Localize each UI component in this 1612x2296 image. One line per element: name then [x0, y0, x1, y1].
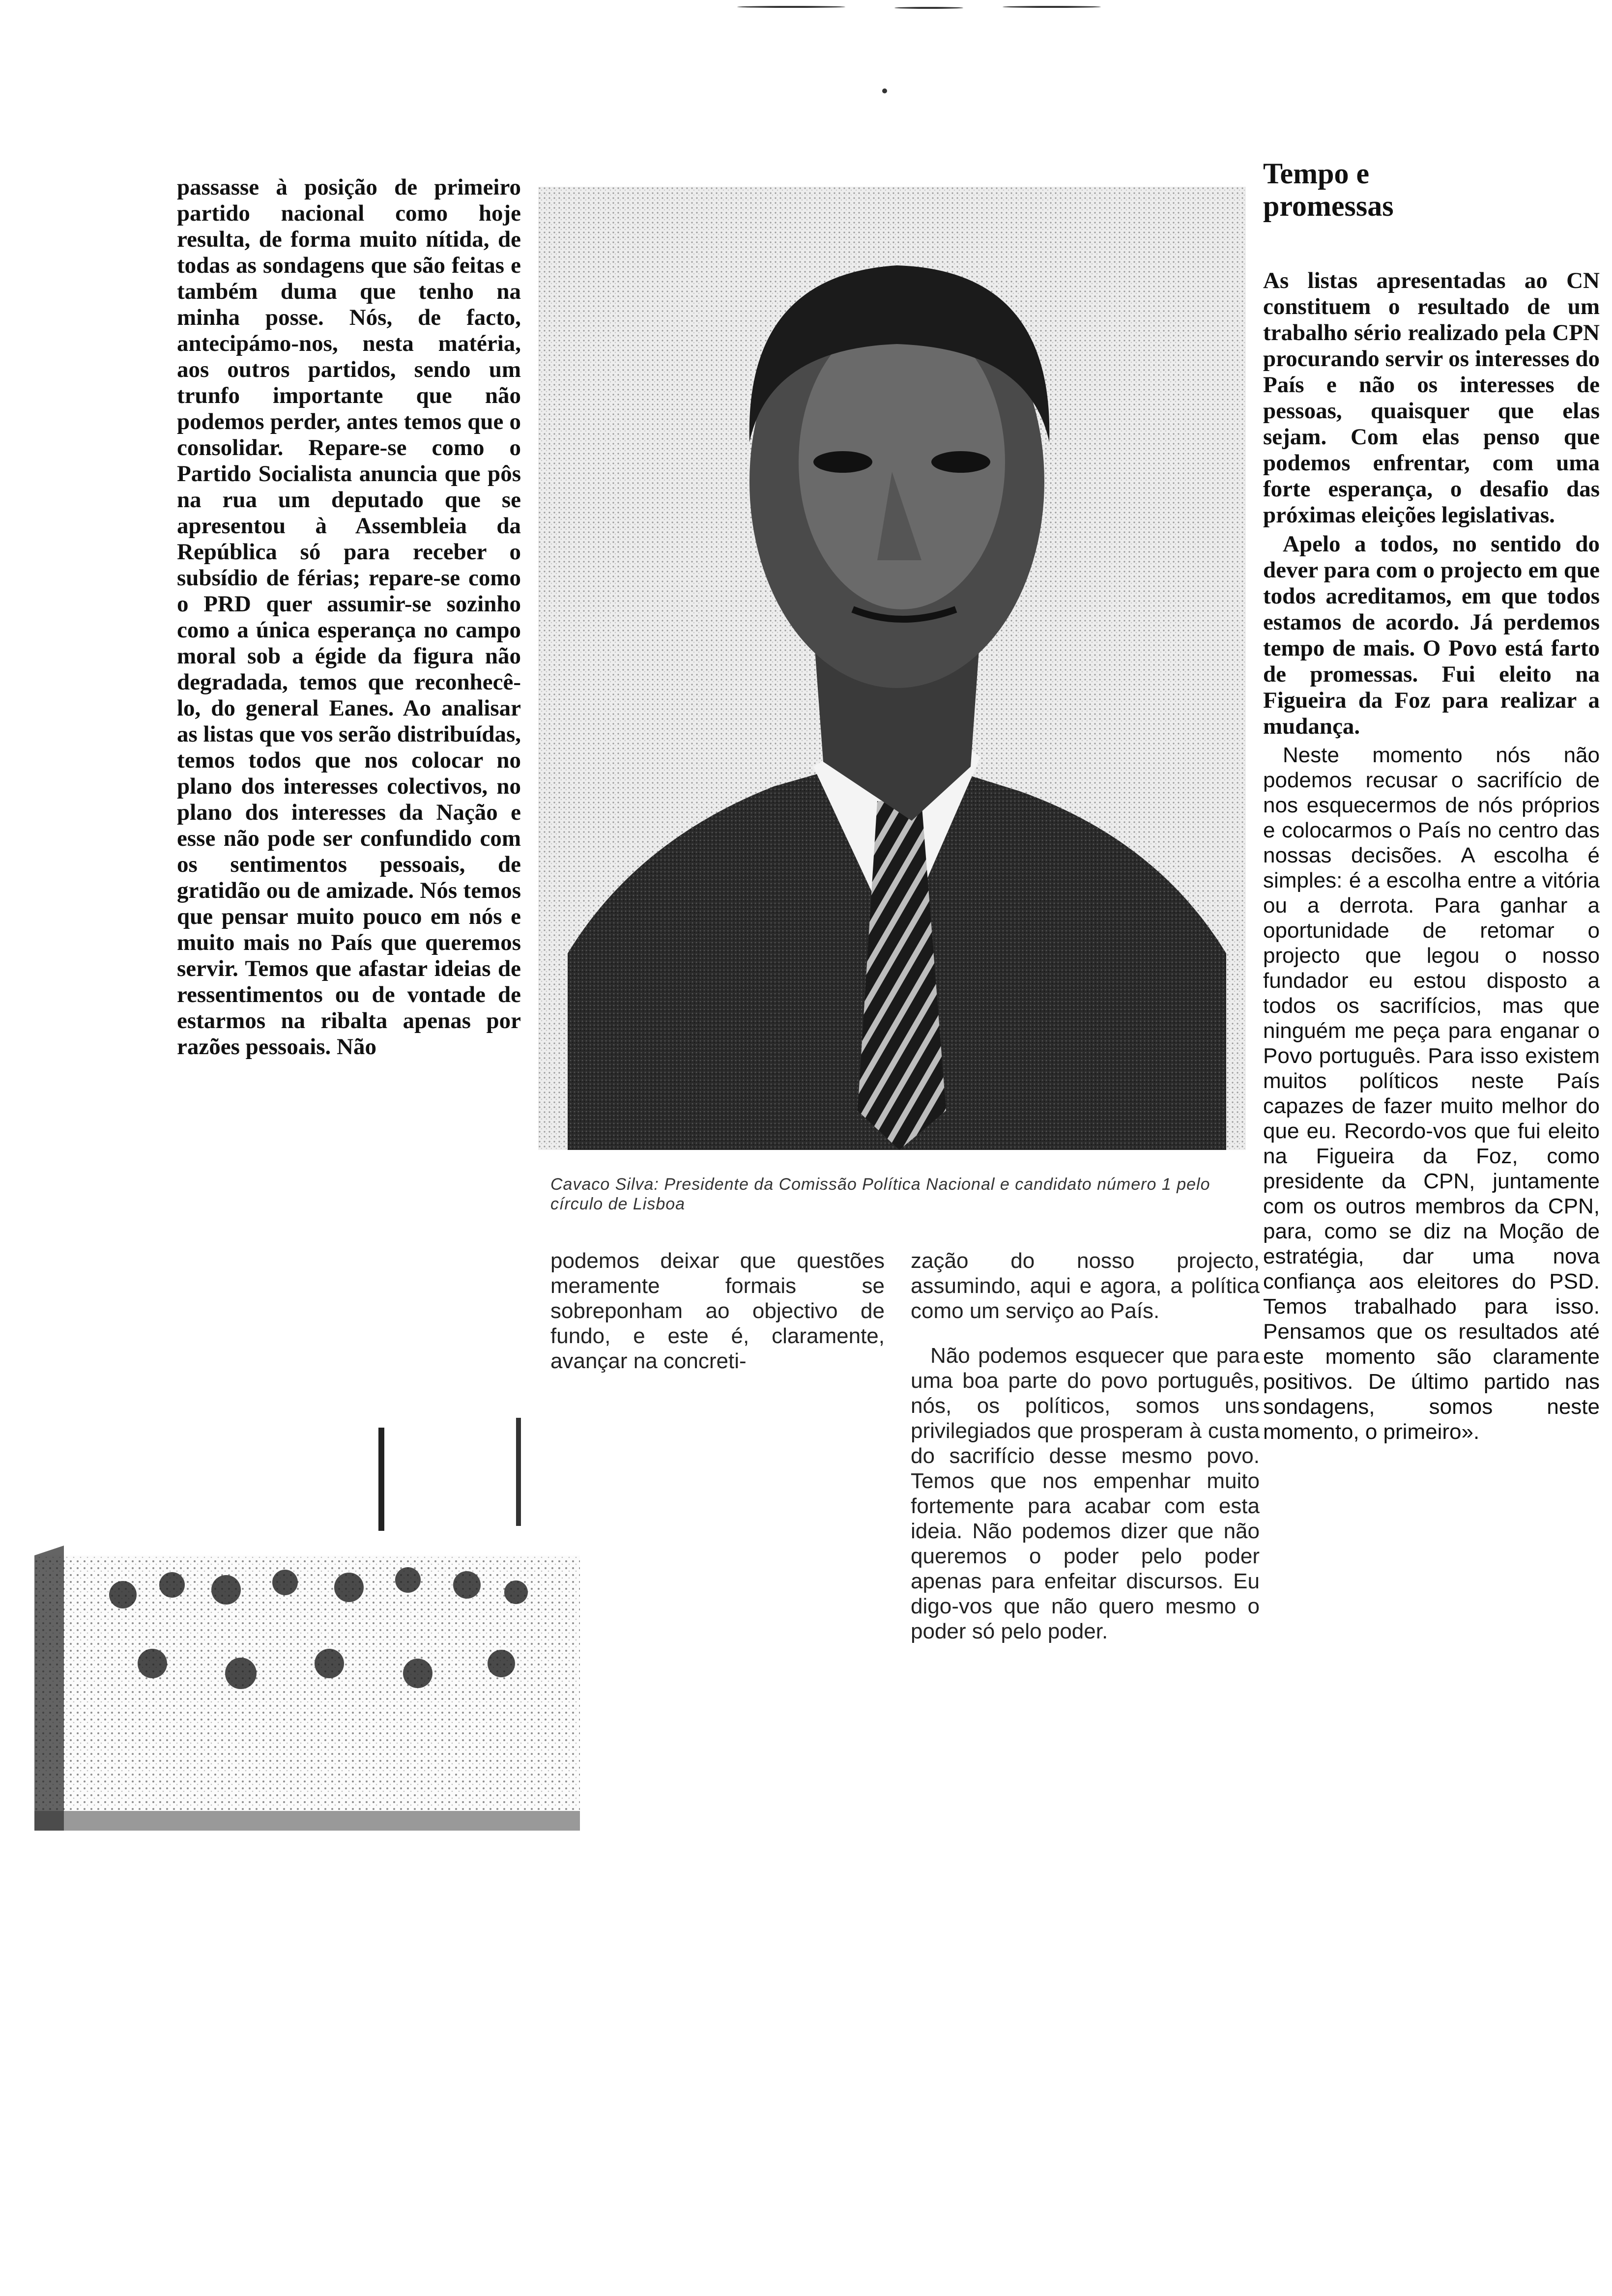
scan-artifacts: [688, 0, 1130, 29]
photo-caption: Cavaco Silva: Presidente da Comissão Política Nacional e candidato número 1 pelo círculo de Lisboa: [550, 1175, 1210, 1213]
column-1-text: passasse à posição de primeiro partido nacional como hoje resulta, de forma muito nítida, de todas as sondagens que são feitas e também duma que tenho na minha posse. Nós, de facto, antecipámo-nos, nesta matéria, aos outros partidos, sendo um trunfo importante que não podemos perder, antes temos que o consolidar. Repare-se como o Partido Socialista anuncia que pôs na rua um deputado que se apresentou à Assembleia da República só para receber o subsídio de férias; repare-se como o PRD quer assumir-se sozinho como a única esperança no campo moral sob a égide da figura não degradada, temos que reconhecê-lo, do general Eanes. Ao analisar as listas que vos serão distribuídas, temos todos que nos colocar no plano dos interesses colectivos, no plano dos interesses da Nação e esse não pode ser confundido com os sentimentos pessoais, de gratidão ou de amizade. Nós temos que pensar muito pouco em nós e muito mais no País que queremos servir. Temos que afastar ideias de ressentimentos ou de vontade de estarmos na ribalta apenas por razões pessoais. Não: [177, 174, 521, 1060]
scan-dot: [882, 88, 887, 93]
column-2-text: podemos deixar que questões meramente formais se sobreponham ao objectivo de fundo, e este é, claramente, avançar na concreti-: [550, 1249, 885, 1373]
column-4-paragraph-3: Neste momento nós não podemos recusar o sacrifício de nos esquecermos de nós próprios e colocarmos o País no centro das nossas decisões. A escolha é simples: é a escolha entre a vitória ou a derrota. Para ganhar a oportunidade de retomar o projecto que legou o nosso fundador eu estou disposto a todos os sacrifícios, mas que ninguém me peça para enganar o Povo português. Para isso existem muitos políticos neste País capazes de fazer muito melhor do que eu. Recordo-vos que fui eleito na Figueira da Foz, como presidente da CPN, juntamente com os outros membros da CPN, para, como se diz na Moção de estratégia, dar uma nova confiança aos eleitores do PSD. Temos trabalhado para isso. Pensamos que os resultados até este momento são claramente positivos. De último partido nas sondagens, somos neste momento, o primeiro».: [1263, 743, 1600, 1444]
column-3-paragraph-2: Não podemos esquecer que para uma boa parte do povo português, nós, os políticos, somos uns privilegiados que prosperam à custa do sacrifício desse mesmo povo. Temos que nos empenhar muito fortemente para acabar com esta ideia. Não podemos dizer que não queremos o poder pelo poder apenas para enfeitar discursos. Eu digo-vos que não quero mesmo o poder só pelo poder.: [911, 1344, 1260, 1643]
article-column-4: [1263, 268, 1600, 1444]
article-column-1: [177, 174, 521, 1060]
crowd-photo: [34, 1408, 580, 1831]
article-column-2: [550, 1248, 885, 1374]
column-4-paragraph-2: Apelo a todos, no sentido do dever para com o projecto em que todos acreditamos, em que todos estamos de acordo. Já perdemos tempo de mais. O Povo está farto de promessas. Fui eleito na Figueira da Foz para realizar a mudança.: [1263, 531, 1600, 739]
portrait-photo: [538, 187, 1246, 1150]
section-heading: Tempo e promessas: [1263, 157, 1394, 222]
column-3-paragraph-1: zação do nosso projecto, assumindo, aqui e agora, a política como um serviço ao País.: [911, 1249, 1260, 1323]
article-column-3: [911, 1248, 1260, 1644]
column-4-paragraph-1: As listas apresentadas ao CN constituem o resultado de um trabalho sério realizado pela CPN procurando servir os interesses do País e não os interesses de pessoas, quaisquer que elas sejam. Com elas penso que podemos enfrentar, com uma forte esperança, o desafio das próximas eleições legislativas.: [1263, 268, 1600, 528]
